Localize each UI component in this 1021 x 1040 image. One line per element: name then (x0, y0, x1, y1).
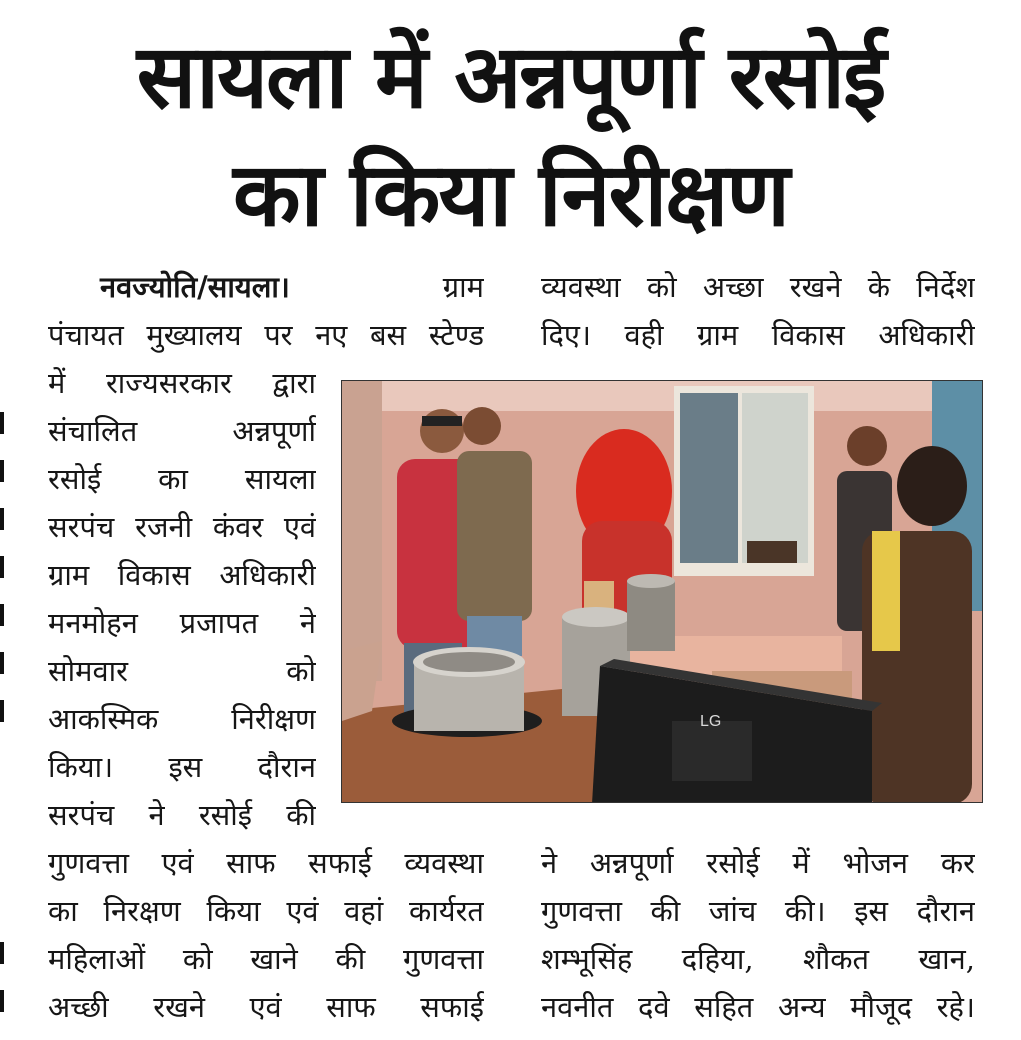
word: गुणवत्ता (541, 894, 622, 928)
text-line (48, 407, 316, 455)
text-line (48, 695, 316, 743)
text-line (48, 359, 316, 407)
text-line: नवज्योति/सायला। ग्राम (48, 263, 484, 311)
word: नए (315, 318, 348, 352)
word: रहे। (936, 990, 975, 1024)
word: अधिकारी (878, 318, 975, 352)
word: अच्छी (48, 990, 109, 1024)
word: कार्यरत (408, 894, 484, 928)
text-line (541, 839, 975, 887)
word: स्टेण्ड (428, 318, 484, 352)
word: दहिया, (681, 942, 754, 976)
word: सहित (694, 990, 754, 1024)
word: दौरान (257, 750, 316, 784)
word: इस (168, 750, 203, 784)
text-line (48, 887, 484, 935)
word: गुणवत्ता (403, 942, 484, 976)
word: अन्नपूर्णा (589, 846, 674, 880)
text-line (48, 935, 484, 983)
word: रखने (789, 270, 842, 304)
word: इस (854, 894, 889, 928)
word: सरपंच (48, 798, 115, 832)
word: को (286, 654, 316, 688)
word: सोमवार (48, 654, 128, 688)
word: की (650, 894, 681, 928)
word: एवं (286, 894, 319, 928)
word: अन्य (778, 990, 826, 1024)
word: अन्नपूर्णा (232, 414, 316, 448)
text-line (48, 791, 316, 839)
word: का (48, 894, 78, 928)
word: एवं (161, 846, 194, 880)
headline-line-1: सायला में अन्नपूर्णा रसोई (136, 25, 885, 128)
word: के (867, 270, 890, 304)
word: एवं (249, 990, 282, 1024)
word: मनमोहन (48, 606, 138, 640)
word: विकास (117, 558, 191, 592)
word: ने (299, 606, 316, 640)
word: शौकत (803, 942, 870, 976)
word: रसोई (198, 798, 253, 832)
word: पर (264, 318, 293, 352)
word: निरीक्षण (231, 702, 316, 736)
word: रसोई (48, 462, 102, 496)
text-line (541, 311, 975, 359)
text-line (541, 887, 975, 935)
word: का (158, 462, 188, 496)
word: ने (541, 846, 558, 880)
word: साफ (326, 990, 376, 1024)
word: पंचायत (48, 318, 124, 352)
word: संचालित (48, 414, 138, 448)
word: वही (624, 318, 664, 352)
word: की (335, 942, 366, 976)
word: सफाई (308, 846, 372, 880)
word: दवे (638, 990, 670, 1024)
headline-line-2: का किया निरीक्षण (233, 143, 788, 246)
word: ग्राम (697, 318, 739, 352)
word: द्वारा (272, 366, 316, 400)
text-line (48, 647, 316, 695)
word: कर (940, 846, 975, 880)
word: की (286, 798, 316, 832)
word: को (182, 942, 213, 976)
word: व्यवस्था (541, 270, 621, 304)
word: व्यवस्था (404, 846, 484, 880)
word: मुख्यालय (146, 318, 242, 352)
word: किया। (48, 750, 114, 784)
dateline: नवज्योति/सायला। (100, 270, 290, 304)
word: प्रजापत (179, 606, 259, 640)
text-line (48, 743, 316, 791)
word: अच्छा (702, 270, 764, 304)
word: वहां (344, 894, 384, 928)
text-line (48, 311, 484, 359)
word: रखने (153, 990, 205, 1024)
text-line (541, 263, 975, 311)
monitor-brand-logo: LG (700, 713, 722, 730)
word: महिलाओं (48, 942, 146, 976)
text-line (48, 599, 316, 647)
text-line (48, 551, 316, 599)
text-line (48, 455, 316, 503)
headline (0, 18, 1021, 254)
word: आकस्मिक (48, 702, 159, 736)
text-line (541, 935, 975, 983)
word: ग्राम (48, 558, 90, 592)
word: दिए। (541, 318, 591, 352)
word: को (646, 270, 677, 304)
text-line (541, 983, 975, 1031)
word: रसोई (706, 846, 760, 880)
word: सरपंच (48, 510, 115, 544)
word: दौरान (916, 894, 975, 928)
word: बस (369, 318, 407, 352)
kitchen-inspection-photo (342, 381, 983, 803)
word: एवं (283, 510, 316, 544)
word: सफाई (420, 990, 484, 1024)
word: निर्देश (916, 270, 975, 304)
word: किया (206, 894, 261, 928)
word: नवनीत (541, 990, 614, 1024)
word: रजनी (135, 510, 193, 544)
word: जांच (708, 894, 757, 928)
word: राज्यसरकार (105, 366, 232, 400)
word: भोजन (842, 846, 909, 880)
word: अधिकारी (219, 558, 316, 592)
word: में (792, 846, 810, 880)
word: ने (148, 798, 165, 832)
word: की। (784, 894, 826, 928)
word: खाने (250, 942, 298, 976)
word: कंवर (212, 510, 264, 544)
word: मौजूद (850, 990, 912, 1024)
word: में (48, 366, 66, 400)
word: निरक्षण (103, 894, 181, 928)
word: खान, (918, 942, 975, 976)
word: गुणवत्ता (48, 846, 129, 880)
news-photo (341, 380, 983, 803)
word: विकास (771, 318, 845, 352)
text-line (48, 983, 484, 1031)
word: सायला (244, 462, 316, 496)
word: शम्भूसिंह (541, 942, 633, 976)
text-line (48, 503, 316, 551)
text-line (48, 839, 484, 887)
word: साफ (226, 846, 276, 880)
